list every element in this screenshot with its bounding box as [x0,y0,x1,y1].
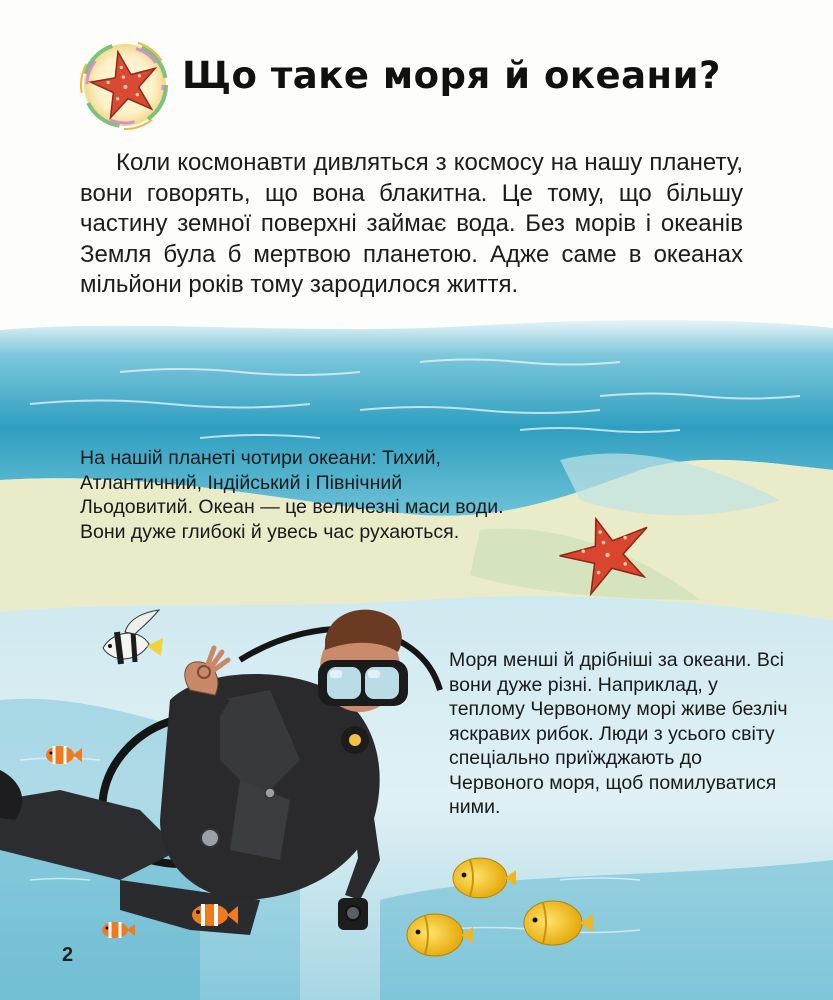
page-number: 2 [62,944,74,966]
intro-paragraph: Коли космонавти дивляться з космосу на нашу планету, вони говорять, що вона блакитна. Це тому, що більшу частину земної поверхні займає вода. Без морів і океанів Земля була б мертвою планетою. Адже саме в океанах мільйони років тому зародилося життя. [80,149,743,298]
seas-paragraph: Моря менші й дрібніші за океани. Всі вони дуже різні. Наприклад, у теплому Червоному морі живе безліч яскравих рибок. Люди з усього світу спеціально приїжджають до Червоного моря, щоб помилуватися ними. [449,649,788,818]
oceans-paragraph: На нашій планеті чотири океани: Тихий, Атлантичний, Індійський і Північний Льодовитий. Океан — це величезні маси води. Вони дуже глибокі й увесь час рухаються. [80,447,504,543]
page-title: Що таке моря й океани? [182,54,721,97]
title-block [80,40,780,130]
